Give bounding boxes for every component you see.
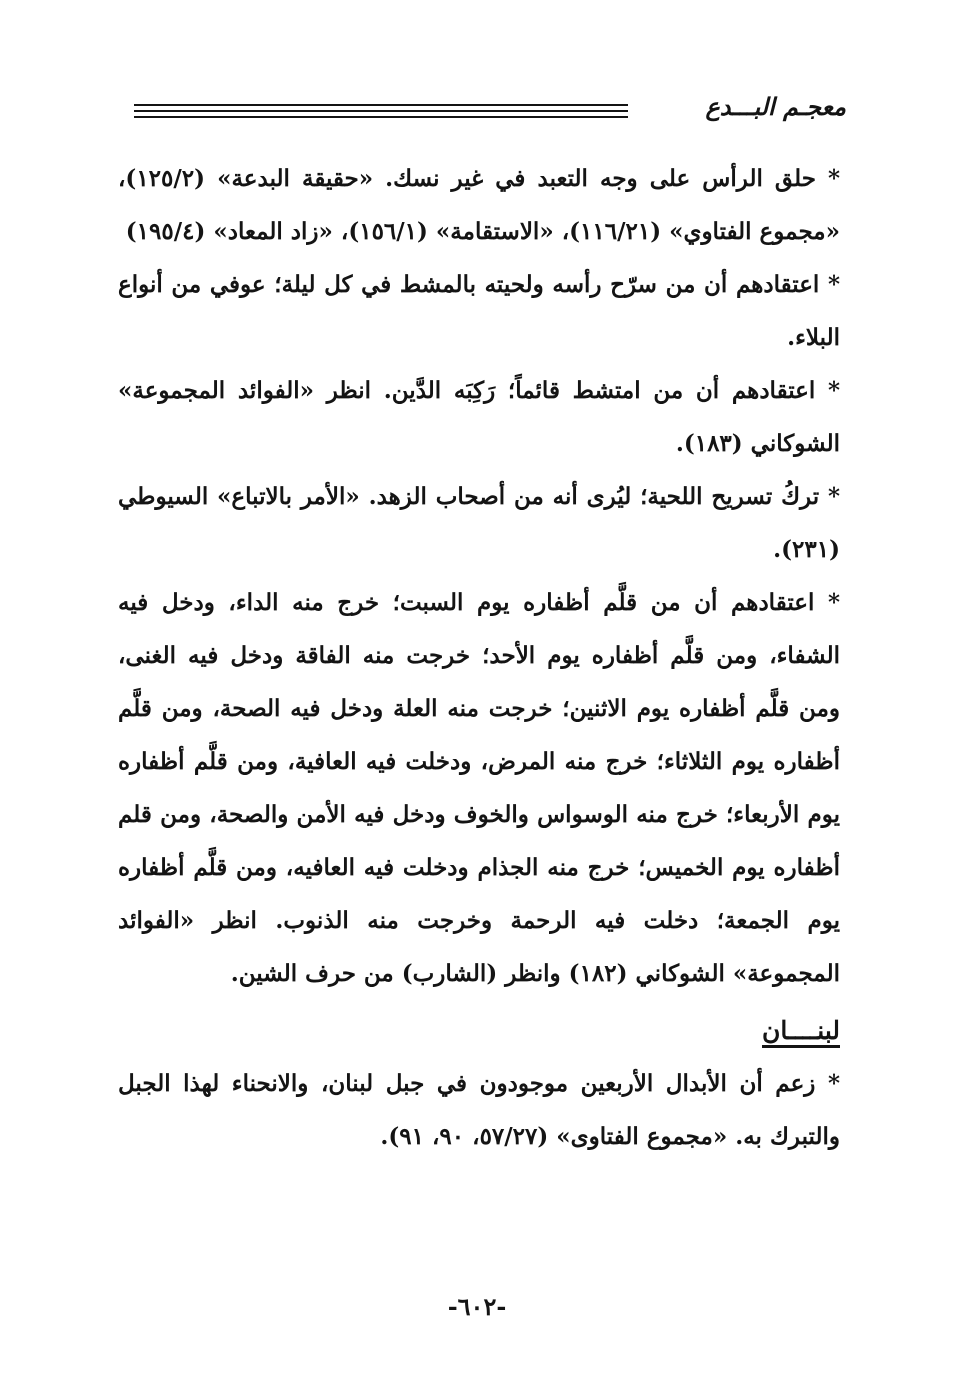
- entry-paragraph: * حلق الرأس على وجه التعبد في غير نسك. «حقيقة البدعة» (١٢٥/٢)، «مجموع الفتاوي» (١١٦/٢١)، «الاستقامة» (١٥٦/١)، «زاد المعاد» (١٩٥/٤): [118, 165, 840, 245]
- entry-paragraph: * زعم أن الأبدال الأربعين موجودون في جبل لبنان، والانحناء لهذا الجبل والتبرك به. «مجموع الفتاوى» (٥٧/٢٧، ٩٠، ٩١).: [118, 1070, 840, 1150]
- header-rule: [134, 110, 628, 112]
- header-rule: [134, 116, 628, 118]
- entry-paragraph: * اعتقادهم أن من قلَّم أظفاره يوم السبت؛ خرج منه الداء، ودخل فيه الشفاء، ومن قلَّم أظفاره يوم الأحد؛ خرجت منه الفاقة ودخل فيه الغنى، ومن قلَّم أظفاره يوم الاثنين؛ خرجت منه العلة ودخل فيه الصحة، ومن قلَّم أظفاره يوم الثلاثاء؛ خرج منه المرض، ودخلت فيه العافية، ومن قلَّم أظفاره يوم الأربعاء؛ خرج منه الوسواس والخوف ودخل فيه الأمن والصحة، ومن قلم أظفاره يوم الخميس؛ خرج منه الجذام ودخلت فيه العافيه، ومن قلَّم أظفاره يوم الجمعة؛ دخلت فيه الرحمة وخرجت منه الذنوب. انظر «الفوائد المجموعة» الشوكاني (١٨٢) وانظر (الشارب) من حرف الشين.: [118, 589, 840, 987]
- entry-paragraph: * تركُ تسريح اللحية؛ ليُرى أنه من أصحاب الزهد. «الأمر بالاتباع» السيوطي (٢٣١).: [118, 483, 840, 563]
- page-number: -٦٠٢-: [447, 1292, 507, 1321]
- entry-paragraph: * اعتقادهم أن من امتشط قائماً؛ رَكِبَه الدَّين. انظر «الفوائد المجموعة» الشوكاني (١٨٣).: [118, 377, 840, 457]
- header-title: معجـم البـــدع: [705, 92, 846, 121]
- header-rule: [134, 104, 628, 106]
- running-header: [134, 92, 846, 132]
- section-heading: لبنــــان: [762, 1016, 840, 1045]
- page-body: [118, 152, 840, 1163]
- entry-paragraph: * اعتقادهم أن من سرّح رأسه ولحيته بالمشط في كل ليلة؛ عوفي من أنواع البلاء.: [118, 271, 840, 351]
